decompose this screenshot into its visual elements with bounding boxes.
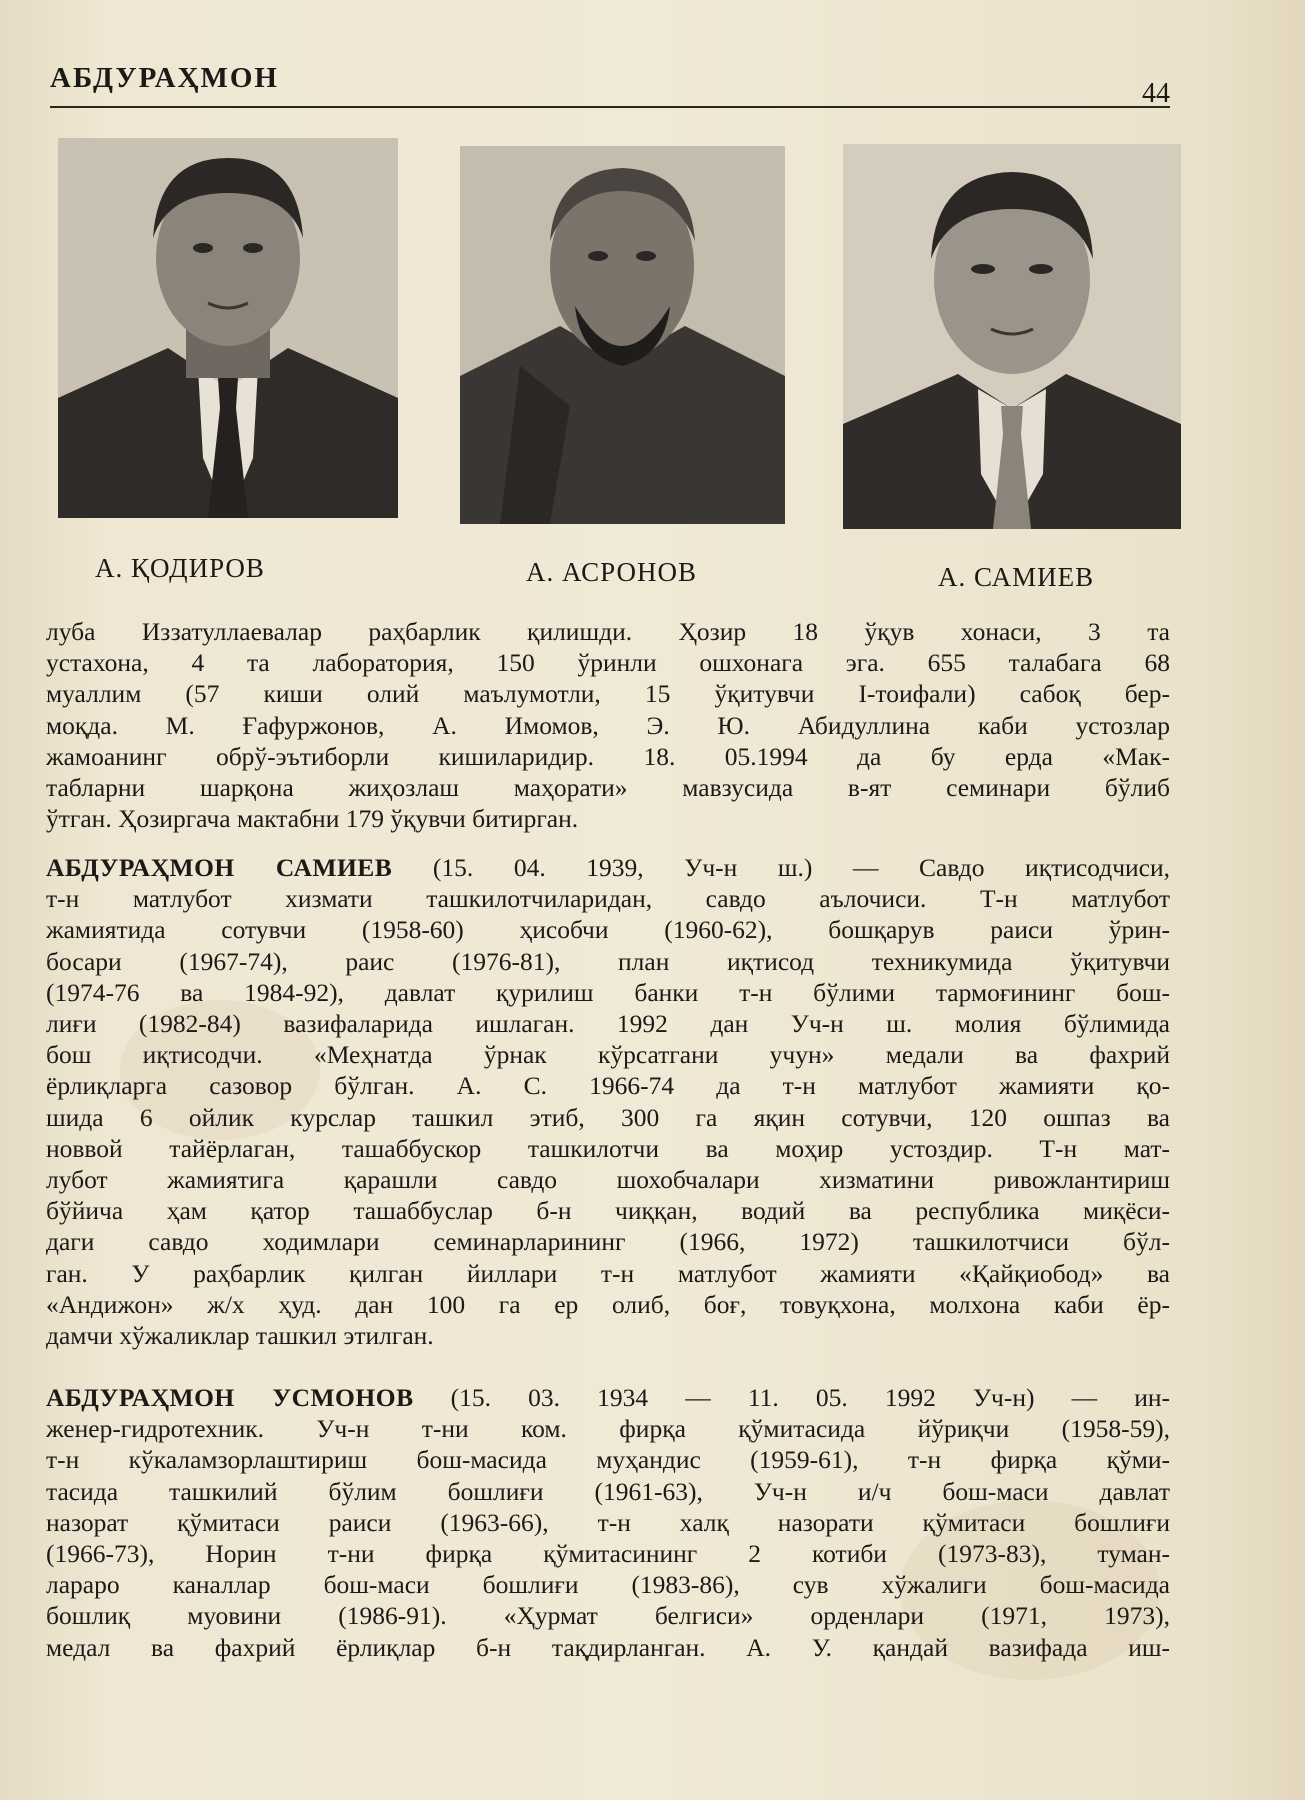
photo-caption-2: А. АСРОНОВ xyxy=(526,557,698,587)
text-line: ўтган. Ҳозиргача мактабни 179 ўқувчи битирган. xyxy=(46,804,579,834)
text-line: женер-гидротехник. Уч-н т-ни ком. фирқа қўмитасида йўриқчи (1958-59), xyxy=(46,1414,1170,1444)
text-line: жамоанинг обрў-эътиборли кишиларидир. 18. 05.1994 да бу ерда «Мак- xyxy=(46,741,1170,771)
text-line: даги савдо ходимлари семинарларининг (1966, 1972) ташкилотчиси бўл- xyxy=(46,1227,1170,1257)
page-number: 44 xyxy=(1142,78,1170,109)
text-line: табларни шарқона жиҳозлаш маҳорати» мавзусида в-ят семинари бўлиб xyxy=(46,773,1170,803)
text-line: дамчи хўжаликлар ташкил этилган. xyxy=(46,1321,434,1351)
entry-headword: АБДУРАҲМОН САМИЕВ xyxy=(46,853,393,882)
photo-caption-1: А. ҚОДИРОВ xyxy=(95,553,265,583)
text-line: устахона, 4 та лаборатория, 150 ўринли ошхонага эга. 655 талабага 68 xyxy=(46,648,1170,678)
text-line: назорат қўмитаси раиси (1963-66), т-н халқ назорати қўмитаси бошлиғи xyxy=(46,1507,1170,1537)
text-line: жамиятида сотувчи (1958-60) ҳисобчи (1960-62), бошқарув раиси ўрин- xyxy=(46,915,1170,945)
text-line: ёрлиқларга сазовор бўлган. А. С. 1966-74 да т-н матлубот жамияти қо- xyxy=(46,1071,1170,1101)
text-line: лараро каналлар бош-маси бошлиғи (1983-86), сув хўжалиги бош-масида xyxy=(46,1570,1170,1600)
text-line: лиғи (1982-84) вазифаларида ишлаган. 1992 дан Уч-н ш. молия бўлимида xyxy=(46,1009,1170,1039)
text-line: бошлиқ муовини (1986-91). «Ҳурмат белгиси» орденлари (1971, 1973), xyxy=(46,1601,1170,1631)
entry-samiev xyxy=(46,852,1170,1351)
text-line: моқда. М. Ғафуржонов, А. Имомов, Э. Ю. Абидуллина каби устозлар xyxy=(46,710,1170,740)
text-line: медал ва фахрий ёрлиқлар б-н тақдирланган. А. У. қандай вазифада иш- xyxy=(46,1632,1170,1662)
text-line: шида 6 ойлик курслар ташкил этиб, 300 га яқин сотувчи, 120 ошпаз ва xyxy=(46,1102,1170,1132)
entry-headword: АБДУРАҲМОН УСМОНОВ xyxy=(46,1383,414,1412)
entry-dates: (15. 03. 1934 — 11. 05. 1992 Уч-н) — ин- xyxy=(413,1383,1170,1412)
entry-first-line xyxy=(46,852,1170,883)
entry-first-line xyxy=(46,1382,1170,1413)
portrait-photo-kodirov xyxy=(58,138,398,518)
text-line: луба Иззатуллаевалар раҳбарлик қилишди. Ҳозир 18 ўқув хонаси, 3 та xyxy=(46,617,1170,646)
text-line: лубот жамиятига қарашли савдо шохобчалари хизматини ривожлантириш xyxy=(46,1165,1170,1195)
text-line: т-н матлубот хизмати ташкилотчиларидан, савдо аълочиси. Т-н матлубот xyxy=(46,884,1170,914)
text-line: (1966-73), Норин т-ни фирқа қўмитасининг 2 котиби (1973-83), туман- xyxy=(46,1539,1170,1569)
text-line: босари (1967-74), раис (1976-81), план иқтисод техникумида ўқитувчи xyxy=(46,946,1170,976)
text-line: «Андижон» ж/х ҳуд. дан 100 га ер олиб, боғ, товуқхона, молхона каби ёр- xyxy=(46,1289,1170,1319)
text-line: т-н кўкаламзорлаштириш бош-масида муҳандис (1959-61), т-н фирқа қўми- xyxy=(46,1445,1170,1475)
text-line: муаллим (57 киши олий маълумотли, 15 ўқитувчи I-тоифали) сабоқ бер- xyxy=(46,679,1170,709)
text-line: бўйича ҳам қатор ташаббуслар б-н чиққан, водий ва республика миқёси- xyxy=(46,1196,1170,1226)
text-line: (1974-76 ва 1984-92), давлат қурилиш банки т-н бўлими тармоғининг бош- xyxy=(46,977,1170,1007)
portrait-photo-asronov xyxy=(460,146,785,524)
continuation-paragraph xyxy=(46,616,1170,834)
text-line: бош иқтисодчи. «Меҳнатда ўрнак кўрсатгани учун» медали ва фахрий xyxy=(46,1040,1170,1070)
portrait-photo-samiev xyxy=(843,144,1181,529)
text-line: новвой тайёрлаган, ташаббускор ташкилотчи ва моҳир устоздир. Т-н мат- xyxy=(46,1133,1170,1163)
running-head: АБДУРАҲМОН xyxy=(50,62,279,94)
text-line: ган. У раҳбарлик қилган йиллари т-н матлубот жамияти «Қайқиобод» ва xyxy=(46,1258,1170,1288)
photo-caption-3: А. САМИЕВ xyxy=(938,562,1095,592)
entry-usmonov xyxy=(46,1382,1170,1663)
text-line: тасида ташкилий бўлим бошлиғи (1961-63), Уч-н и/ч бош-маси давлат xyxy=(46,1476,1170,1506)
header-rule xyxy=(50,106,1170,108)
entry-dates: (15. 04. 1939, Уч-н ш.) — Савдо иқтисодчиси, xyxy=(392,853,1170,882)
